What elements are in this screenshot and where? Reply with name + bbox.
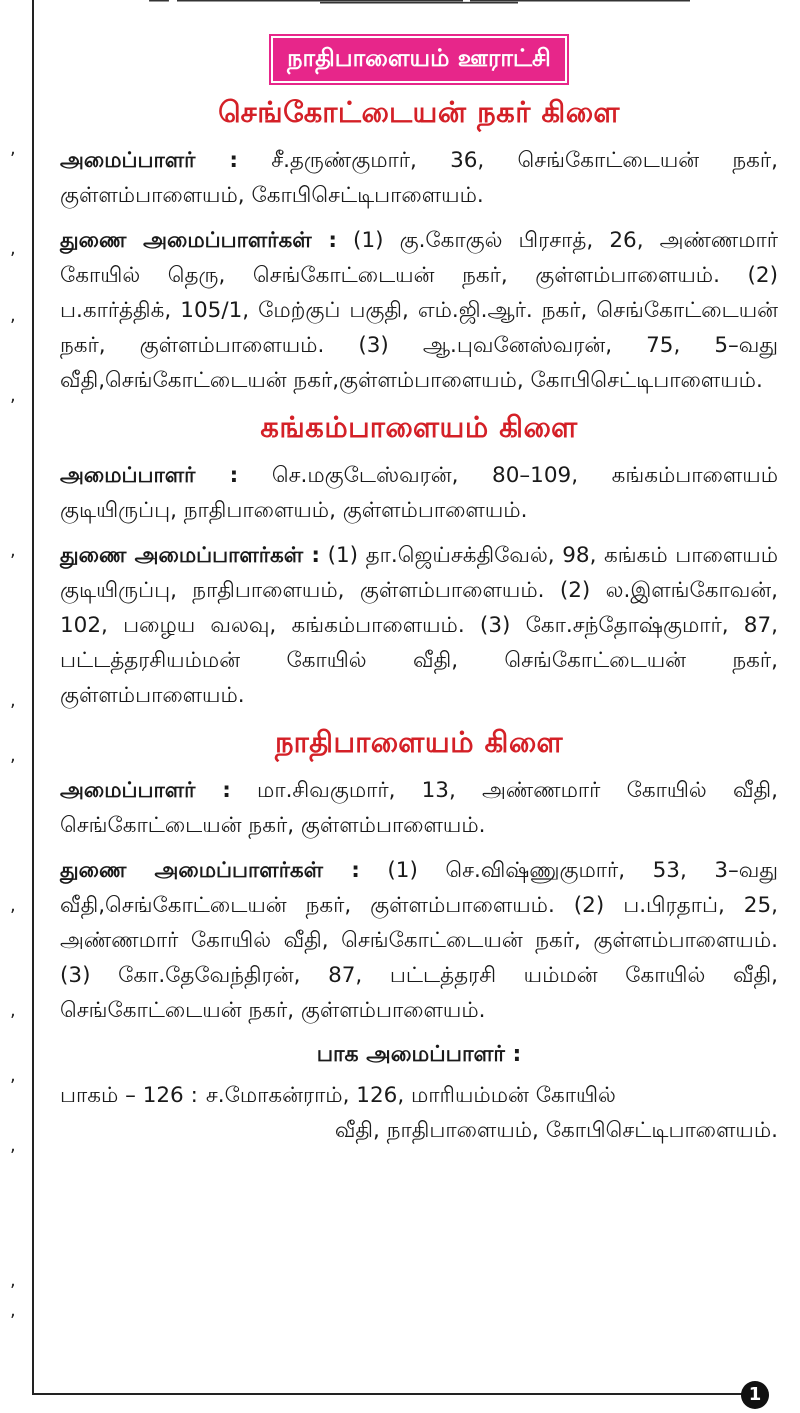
page-number-badge: 1 — [741, 1381, 769, 1409]
section-heading: நாதிபாளையம் கிளை — [274, 725, 564, 759]
deputy-paragraph — [60, 538, 778, 713]
organizer-text: செ.மகுடேஸ்வரன், 80–109, கங்கம்பாளையம் குடியிருப்பு, நாதிபாளையம், குள்ளம்பாளையம். — [60, 463, 778, 523]
deputy-text: (1) தா.ஜெய்சக்திவேல், 98, கங்கம் பாளையம் குடியிருப்பு, நாதிபாளையம், குள்ளம்பாளையம். (2) ல.இளங்கோவன், 102, பழைய வலவு, கங்கம்பாளையம். (3) கோ.சந்தோஷ்குமார், 87, பட்டத்தரசியம்மன் கோயில் வீதி, செங்கோட்டையன் நகர், குள்ளம்பாளையம். — [60, 543, 778, 708]
part-entry — [60, 1078, 778, 1113]
column-mark: , — [10, 1270, 16, 1291]
part-organizer-heading: பாக அமைப்பாளர் : — [316, 1042, 522, 1067]
deputy-label: துணை அமைப்பாளர்கள் : — [60, 858, 360, 883]
article-column — [60, 0, 778, 1148]
part-label: பாகம் – 126 : — [60, 1083, 198, 1108]
column-mark: , — [10, 895, 16, 916]
column-mark: , — [10, 1000, 16, 1021]
organizer-label: அமைப்பாளர் : — [60, 463, 239, 488]
column-mark: , — [10, 1135, 16, 1156]
column-mark: , — [10, 745, 16, 766]
section-3 — [60, 725, 778, 1028]
deputy-paragraph — [60, 223, 778, 398]
column-divider — [32, 0, 34, 1395]
organizer-label: அமைப்பாளர் : — [60, 778, 231, 803]
part-text-line-2: வீதி, நாதிபாளையம், கோபிசெட்டிபாளையம். — [334, 1118, 778, 1143]
section-heading: கங்கம்பாளையம் கிளை — [260, 410, 578, 444]
deputy-label: துணை அமைப்பாளர்கள் : — [60, 543, 321, 568]
bottom-divider — [32, 1393, 752, 1395]
deputy-text: (1) கு.கோகுல் பிரசாத், 26, அண்ணமார் கோயில் தெரு, செங்கோட்டையன் நகர், குள்ளம்பாளையம். (2) ப.கார்த்திக், 105/1, மேற்குப் பகுதி, எம்.ஜி.ஆர். நகர், செங்கோட்டையன் நகர், குள்ளம்பாளையம். (3) ஆ.புவனேஸ்வரன், 75, 5–வது வீதி,செங்கோட்டையன் நகர்,குள்ளம்பாளையம், கோபிசெட்டிபாளையம். — [60, 228, 778, 393]
panchayat-banner: நாதிபாளையம் ஊராட்சி — [271, 36, 567, 83]
column-mark: , — [10, 690, 16, 711]
part-text-line-1: ச.மோகன்ராம், 126, மாரியம்மன் கோயில் — [205, 1083, 616, 1108]
section-1 — [60, 95, 778, 398]
organizer-paragraph — [60, 773, 778, 843]
deputy-paragraph — [60, 853, 778, 1028]
column-mark: , — [10, 540, 16, 561]
organizer-label: அமைப்பாளர் : — [60, 148, 238, 173]
column-mark: , — [10, 1065, 16, 1086]
organizer-paragraph — [60, 458, 778, 528]
deputy-text: (1) செ.விஷ்ணுகுமார், 53, 3–வது வீதி,செங்கோட்டையன் நகர், குள்ளம்பாளையம். (2) ப.பிரதாப், 25, அண்ணமார் கோயில் வீதி, செங்கோட்டையன் நகர், குள்ளம்பாளையம். (3) கோ.தேவேந்திரன், 87, பட்டத்தரசி யம்மன் கோயில் வீதி, செங்கோட்டையன் நகர், குள்ளம்பாளையம். — [60, 858, 778, 1023]
organizer-text: சீ.தருண்குமார், 36, செங்கோட்டையன் நகர், குள்ளம்பாளையம், கோபிசெட்டிபாளையம். — [60, 148, 778, 208]
column-mark: , — [10, 138, 16, 159]
organizer-paragraph — [60, 143, 778, 213]
organizer-text: மா.சிவகுமார், 13, அண்ணமார் கோயில் வீதி, செங்கோட்டையன் நகர், குள்ளம்பாளையம். — [60, 778, 778, 838]
cut-off-text: — ――――――――――――― ―――――――――― ――――――――― — [148, 0, 690, 14]
section-2 — [60, 410, 778, 713]
column-mark: , — [10, 385, 16, 406]
column-mark: , — [10, 305, 16, 326]
previous-column-edge — [0, 0, 30, 1413]
deputy-label: துணை அமைப்பாளர்கள் : — [60, 228, 337, 253]
column-mark: , — [10, 238, 16, 259]
section-heading: செங்கோட்டையன் நகர் கிளை — [218, 95, 620, 129]
column-mark: , — [10, 1300, 16, 1321]
